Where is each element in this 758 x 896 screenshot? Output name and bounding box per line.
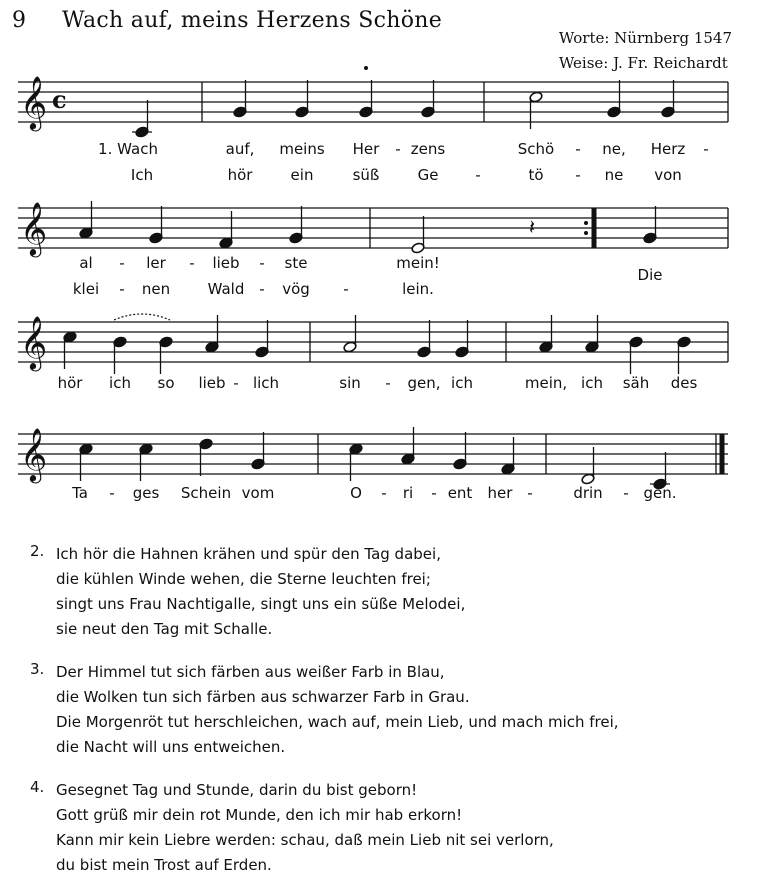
verse-line: die Nacht will uns entweichen. [56,738,286,756]
note [132,100,152,138]
lyric-syllable: ne, [602,140,626,158]
lyric-syllable: - [623,484,629,502]
note [139,443,153,481]
note [295,80,309,118]
note [411,216,425,254]
lyric-syllable: Her [352,140,380,158]
lyric-syllable: hör [227,166,253,184]
note [421,80,435,118]
note [251,432,265,470]
note [289,206,303,244]
lyric-syllable: ich [109,374,131,392]
lyric-syllable: Schö [517,140,555,158]
lyric-syllable: - [385,374,391,392]
note [661,80,675,118]
staff-system-1 [0,60,758,140]
lyric-syllable: vom [241,484,275,502]
song-number: 9 [12,8,26,33]
verse-line: singt uns Frau Nachtigalle, singt uns ein süße Melodei, [56,595,466,613]
time-signature-icon: c [52,85,67,114]
rest-icon: 𝄽 [529,215,536,239]
verse-line: Kann mir kein Liebre werden: schau, daß mein Lieb nit sei verlorn, [56,831,554,849]
lyric-syllable: ent [447,484,473,502]
lyric-syllable: - [233,374,239,392]
lyric-syllable: sin [339,374,361,392]
lyric-syllable: ein [290,166,314,184]
note [529,91,543,129]
verse-number: 2. [30,542,45,560]
lyric-syllable: meins [279,140,325,158]
treble-clef-icon: 𝄞 [20,427,48,481]
lyric-syllable: ste [284,254,308,272]
lyric-syllable: mein! [396,254,440,272]
verse-number: 3. [30,660,45,678]
lyric-syllable: 1. Wach [98,140,158,158]
lyric-syllable: süß [352,166,380,184]
lyric-syllable: ne [604,166,624,184]
lyric-syllable: - [109,484,115,502]
verse-line: die Wolken tun sich färben aus schwarzer Farb in Grau. [56,688,470,706]
lyric-syllable: - [259,280,265,298]
lyric-syllable: - [119,254,125,272]
note [581,447,595,485]
lyric-syllable: - [575,140,581,158]
verse-line: Der Himmel tut sich färben aus weißer Farb in Blau, [56,663,445,681]
lyric-syllable: - [381,484,387,502]
tune-credit: Weise: J. Fr. Reichardt [558,54,728,72]
lyric-syllable: lich [252,374,280,392]
staff-system-3 [0,300,758,380]
note [501,437,515,475]
lyric-syllable: zens [410,140,446,158]
note [159,336,173,374]
lyric-syllable: Herz [650,140,686,158]
verses [30,542,619,896]
note [585,315,599,353]
lyric-syllable: so [157,374,175,392]
verse-line: Die Morgenröt tut herschleichen, wach auf, mein Lieb, und mach mich frei, [56,713,619,731]
note [113,336,127,374]
lyric-syllable: Ich [130,166,154,184]
slur [114,314,170,320]
lyric-syllable: klei [72,280,100,298]
treble-clef-icon: 𝄞 [20,75,48,129]
note [233,80,247,118]
verse-line: Gott grüß mir dein rot Munde, den ich mir hab erkorn! [56,806,463,824]
note [63,331,77,369]
treble-clef-icon: 𝄞 [20,315,48,369]
lyric-syllable: - [259,254,265,272]
lyric-syllable: tö [528,166,544,184]
verse-line: sie neut den Tag mit Schalle. [56,620,273,638]
staff-system-4 [0,412,758,492]
lyric-syllable: hör [57,374,83,392]
verse-3 [30,660,619,760]
lyric-syllable: - [527,484,533,502]
lyric-syllable: al [79,254,93,272]
lyric-syllable: lieb [212,254,240,272]
note [607,80,621,118]
lyric-syllable: ri [402,484,414,502]
lyric-syllable: Die [637,266,663,284]
lyric-syllable: drin [573,484,603,502]
lyric-syllable: vög [282,280,310,298]
lyric-syllable: Wald [207,280,245,298]
note [453,432,467,470]
lyric-syllable: - [189,254,195,272]
note [219,211,233,249]
song-title: Wach auf, meins Herzens Schöne [62,8,443,33]
lyric-syllable: - [703,140,709,158]
lyric-syllable: von [654,166,682,184]
lyric-syllable: - [431,484,437,502]
note [455,320,469,358]
lyric-syllable: ich [581,374,603,392]
lyric-syllable: auf, [225,140,255,158]
note [255,320,269,358]
lyric-syllable: O [350,484,362,502]
lyric-syllable: - [343,280,349,298]
lyric-syllable: her [487,484,513,502]
lyric-syllable: lein. [402,280,434,298]
lyric-syllable: des [670,374,698,392]
lyric-syllable: gen, [407,374,441,392]
note [79,201,93,239]
words-credit: Worte: Nürnberg 1547 [558,29,732,47]
lyric-syllable: mein, [524,374,568,392]
note [539,315,553,353]
lyric-syllable: Ta [72,484,88,502]
verse-line: Gesegnet Tag und Stunde, darin du bist geborn! [56,781,418,799]
lyric-syllable: nen [141,280,171,298]
note [343,315,357,353]
verse-4 [30,778,619,878]
lyric-syllable: - [119,280,125,298]
note [205,315,219,353]
lyric-syllable: ges [132,484,160,502]
note [643,206,657,244]
verse-line: die kühlen Winde wehen, die Sterne leuchten frei; [56,570,431,588]
note [149,206,163,244]
lyric-syllable: - [395,140,401,158]
verse-number: 4. [30,778,45,796]
lyric-syllable: ich [451,374,473,392]
lyric-syllable: Ge [417,166,439,184]
note [629,336,643,374]
note [417,320,431,358]
staff-system-2 [0,186,758,266]
note [199,438,213,476]
treble-clef-icon: 𝄞 [20,201,48,255]
lyric-syllable: säh [622,374,650,392]
note [677,336,691,374]
note [349,443,363,481]
note [79,443,93,481]
lyric-syllable: Schein [180,484,232,502]
verse-line: Ich hör die Hahnen krähen und spür den Tag dabei, [56,545,441,563]
lyric-syllable: lieb [198,374,226,392]
verse-2 [30,542,619,642]
lyric-syllable: ler [146,254,166,272]
verse-line: du bist mein Trost auf Erden. [56,856,272,874]
lyric-syllable: - [475,166,481,184]
lyric-syllable: gen. [643,484,677,502]
note [401,427,415,465]
lyric-syllable: - [575,166,581,184]
